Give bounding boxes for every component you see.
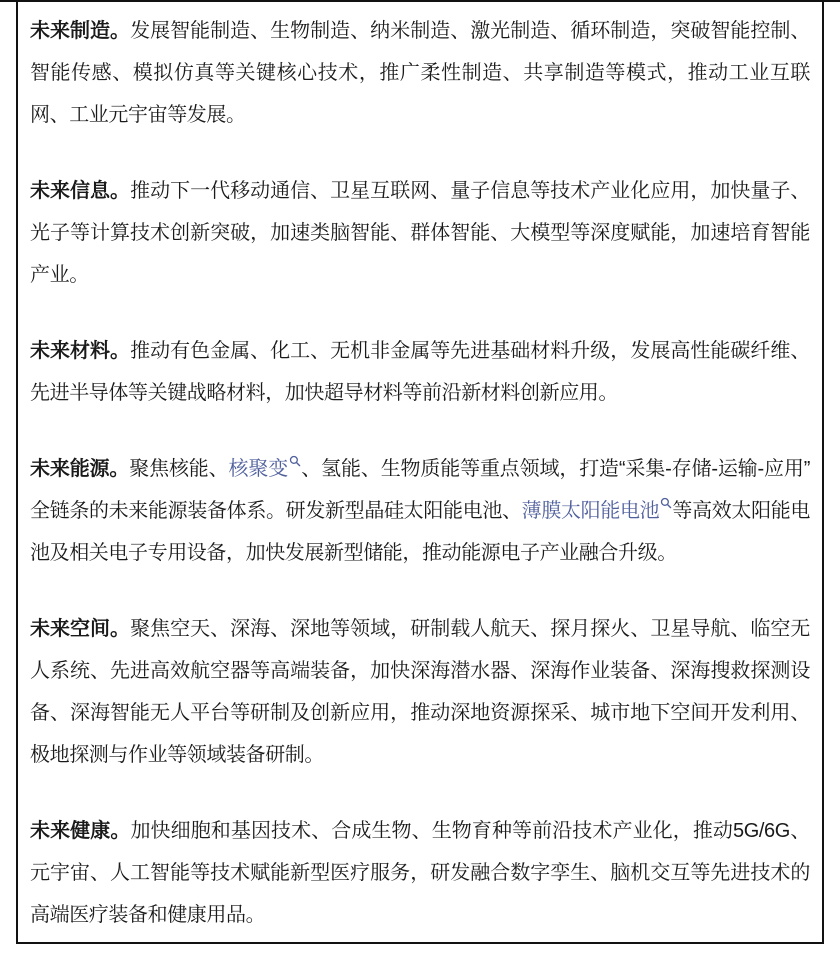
body-text: 推动有色金属、化工、无机非金属等先进基础材料升级，发展高性能碳纤维、先进半导体等关键战略材料，加快超导材料等前沿新材料创新应用。	[30, 340, 811, 404]
entity-link-label: 核聚变	[228, 458, 289, 480]
paragraph-lead-future-materials: 未来材料。	[30, 340, 131, 362]
entity-link-nuclear-fusion[interactable]	[229, 458, 302, 480]
paragraph-future-materials	[30, 330, 810, 414]
paragraph-future-manufacturing	[30, 10, 810, 136]
body-text: 发展智能制造、生物制造、纳米制造、激光制造、循环制造，突破智能控制、智能传感、模拟仿真等关键核心技术，推广柔性制造、共享制造等模式，推动工业互联网、工业元宇宙等发展。	[30, 20, 811, 126]
body-text: 等高效太阳能电池及相关电子专用设备，加快发展新型储能，推动能源电子产业融合升级。	[30, 500, 811, 564]
body-text: 、氢能、生物质能等重点领域，打造“采集-存储-运输-应用”全链条的未来能源装备体系。研发新型晶硅太阳能电池、	[30, 458, 811, 522]
paragraph-lead-future-information: 未来信息。	[30, 180, 131, 202]
paragraph-future-health	[30, 810, 810, 936]
body-text: 推动下一代移动通信、卫星互联网、量子信息等技术产业化应用，加快量子、光子等计算技术创新突破，加速类脑智能、群体智能、大模型等深度赋能，加速培育智能产业。	[30, 180, 811, 286]
body-text: 聚焦空天、深海、深地等领域，研制载人航天、探月探火、卫星导航、临空无人系统、先进高效航空器等高端装备，加快深海潜水器、深海作业装备、深海搜救探测设备、深海智能无人平台等研制及创新应用，推动深地资源探采、城市地下空间开发利用、极地探测与作业等领域装备研制。	[30, 618, 811, 766]
paragraph-future-space	[30, 608, 810, 776]
entity-link-label: 薄膜太阳能电池	[521, 500, 660, 522]
body-text: 聚焦核能、	[129, 458, 229, 480]
paragraph-lead-future-manufacturing: 未来制造。	[30, 20, 131, 42]
paragraph-future-information	[30, 170, 810, 296]
document-panel	[16, 0, 824, 944]
paragraph-lead-future-health: 未来健康。	[30, 820, 131, 842]
body-text: 加快细胞和基因技术、合成生物、生物育种等前沿技术产业化，推动5G/6G、元宇宙、人工智能等技术赋能新型医疗服务，研发融合数字孪生、脑机交互等先进技术的高端医疗装备和健康用品。	[30, 820, 810, 926]
paragraph-future-energy	[30, 448, 810, 574]
paragraph-lead-future-space: 未来空间。	[30, 618, 131, 640]
search-icon	[660, 497, 672, 509]
entity-link-thin-film-solar-cell[interactable]	[522, 500, 673, 522]
search-icon	[289, 455, 301, 467]
paragraph-lead-future-energy: 未来能源。	[30, 458, 130, 480]
